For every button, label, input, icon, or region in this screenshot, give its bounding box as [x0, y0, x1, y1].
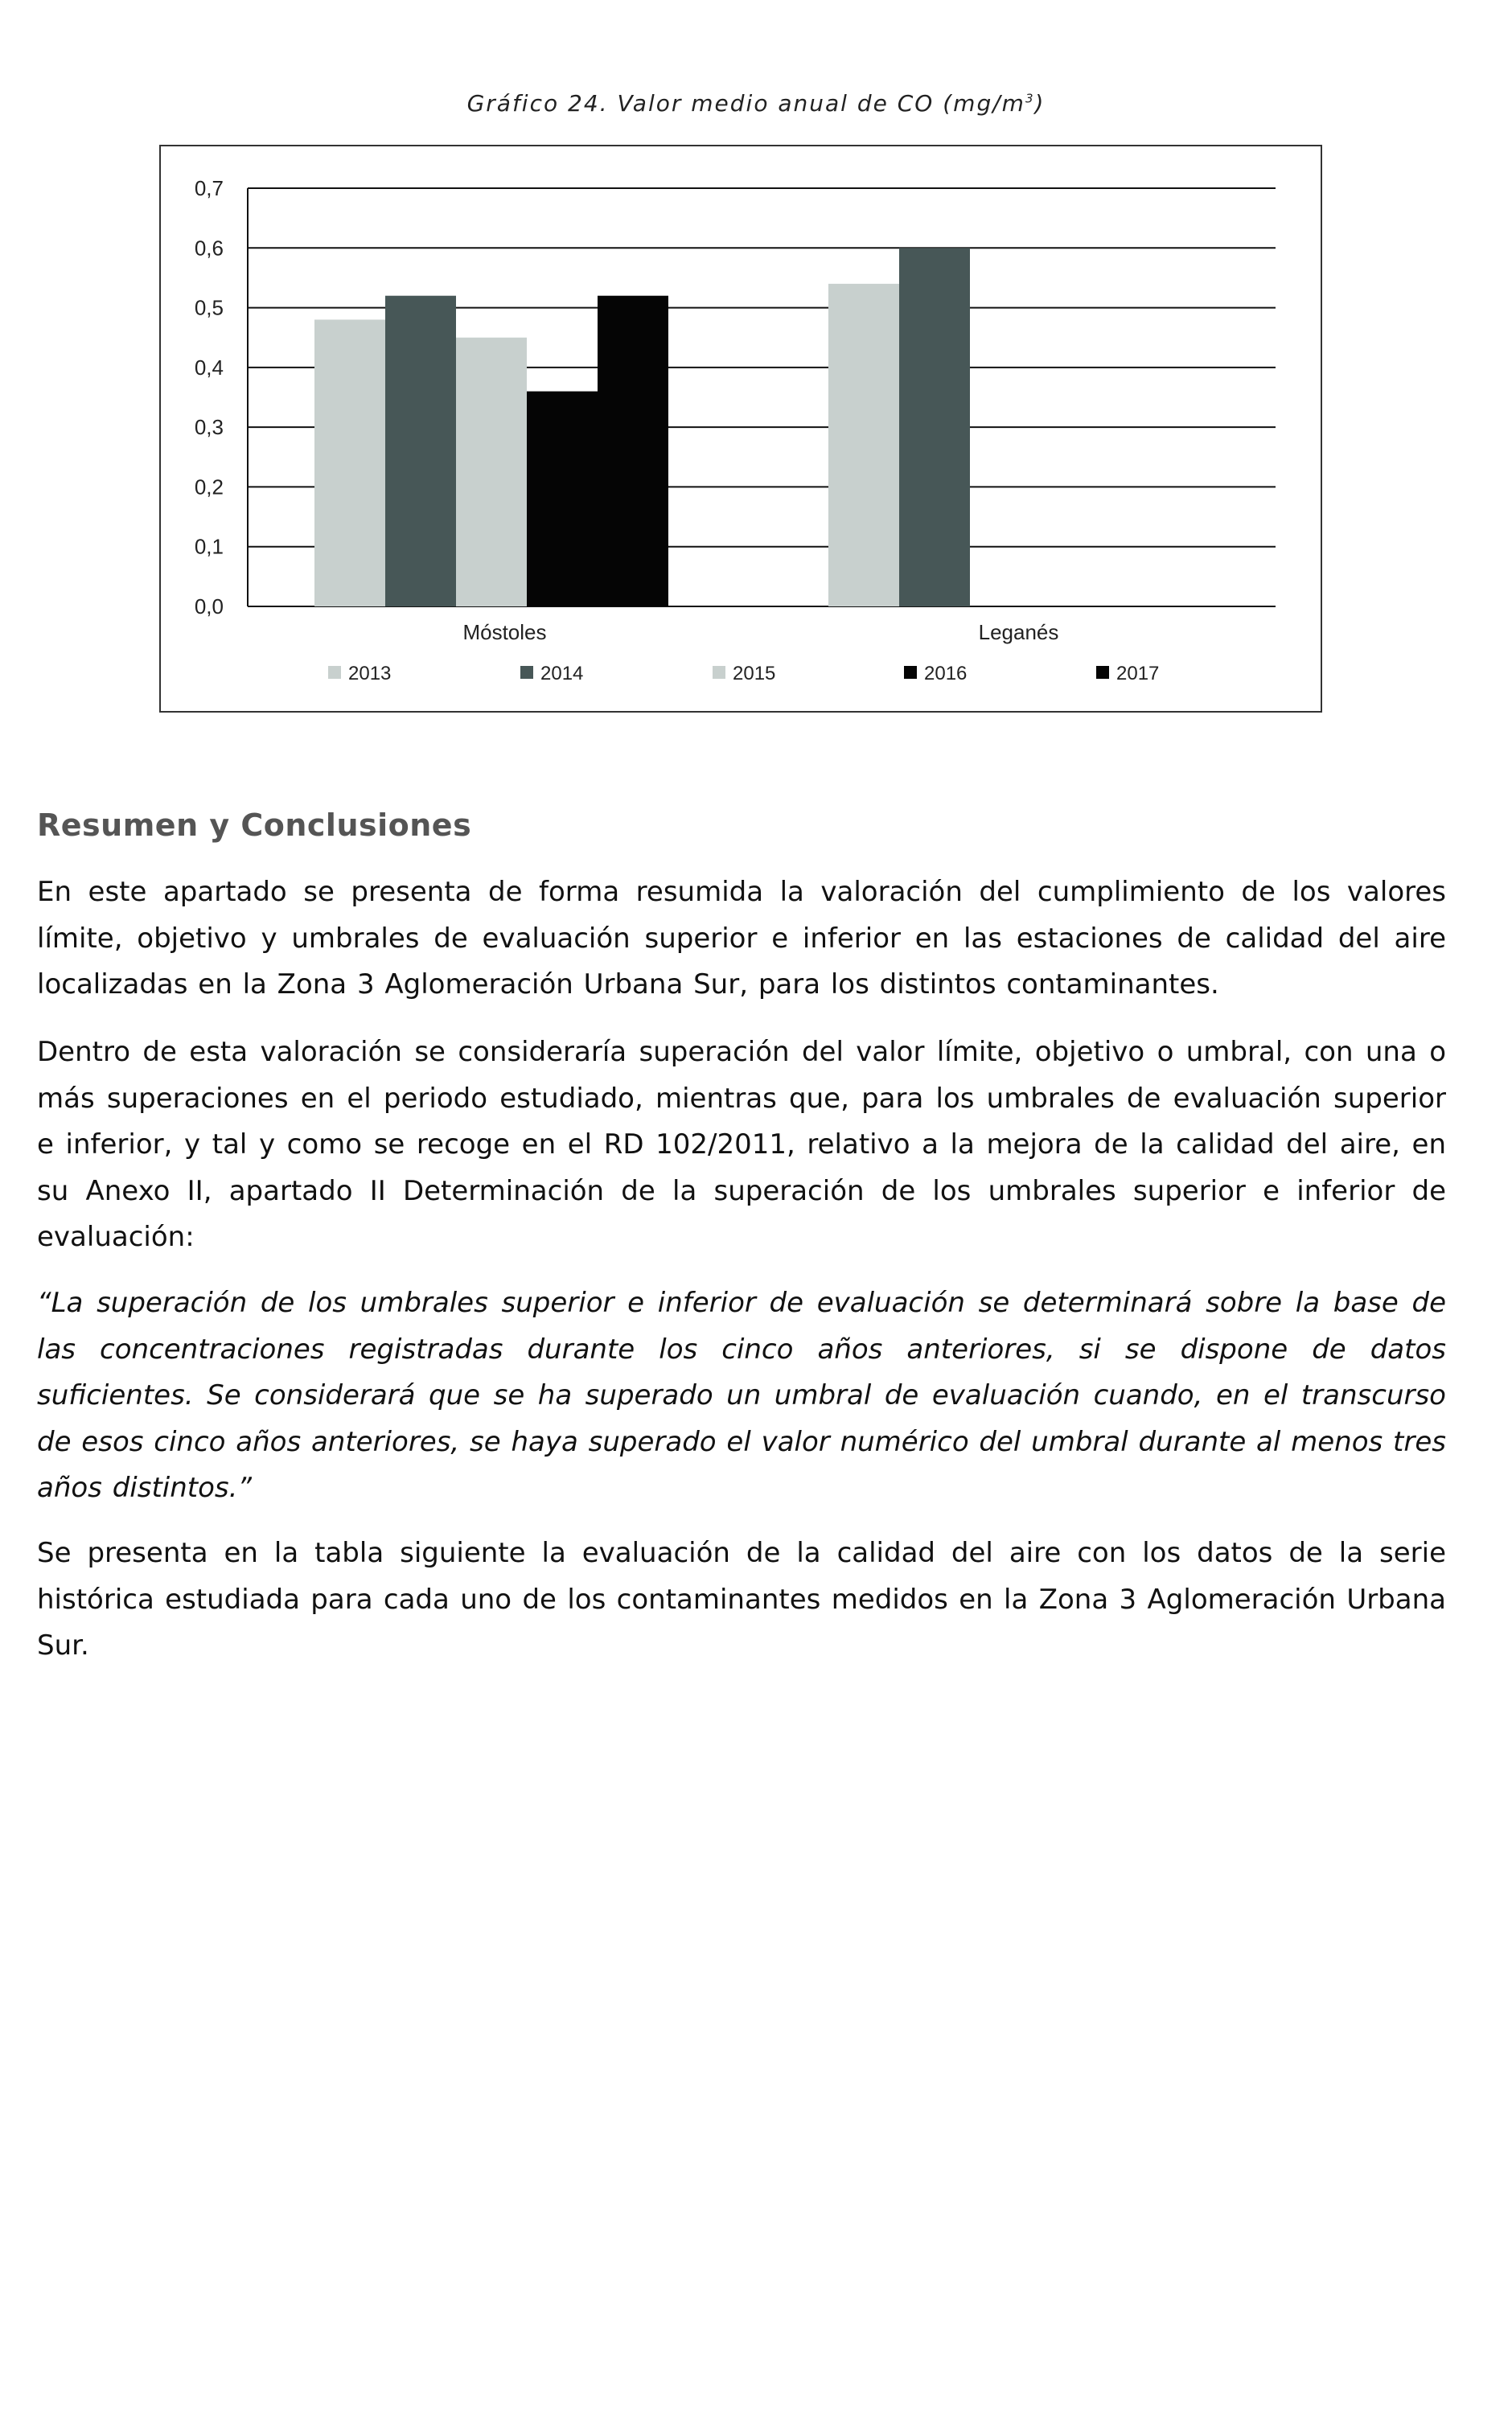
co-bar-chart	[159, 145, 1322, 713]
caption-superscript: 3	[1025, 91, 1035, 106]
legend-swatch-2017	[1096, 666, 1109, 679]
legend-label-2017: 2017	[1116, 663, 1160, 684]
bar-móstoles-2016	[527, 392, 598, 606]
caption-text: Gráfico 24. Valor medio anual de CO (mg/m	[466, 90, 1025, 117]
paragraph-2: Dentro de esta valoración se consideraría superación del valor límite, objetivo o umbral, con una o más superaciones en el periodo estudiado, mientras que, para los umbrales de evaluación superior e inferior, y tal y como se recoge en el RD 102/2011, relativo a la mejora de la calidad del aire, en su Anexo II, apartado II Determinación de la superación de los umbrales superior e inferior de evaluación:	[37, 1036, 1446, 1253]
bar-móstoles-2015	[456, 338, 527, 606]
y-tick-label: 0,2	[194, 475, 224, 499]
y-tick-label: 0,1	[194, 534, 224, 559]
y-tick-label: 0,3	[194, 415, 224, 440]
legend-swatch-2015	[713, 666, 725, 679]
legend-swatch-2016	[904, 666, 917, 679]
bar-móstoles-2014	[385, 296, 456, 606]
y-tick-label: 0,5	[194, 295, 224, 320]
paragraph-quote: “La superación de los umbrales superior e inferior de evaluación se determinará sobre la base de las concentraciones registradas durante los cinco años anteriores, si se dispone de datos suficientes. Se considerará que se ha superado un umbral de evaluación cuando, en el transcurso de esos cinco años anteriores, se haya superado el valor numérico del umbral durante al menos tres años distintos.”	[37, 1287, 1446, 1504]
bar-móstoles-2017	[598, 296, 668, 606]
x-category-label: Móstoles	[462, 620, 547, 644]
section-heading: Resumen y Conclusiones	[37, 807, 472, 843]
bar-leganés-2013	[828, 284, 899, 606]
x-category-label: Leganés	[978, 620, 1059, 644]
y-tick-label: 0,0	[194, 594, 224, 618]
paragraph-4: Se presenta en la tabla siguiente la evaluación de la calidad del aire con los datos de la serie histórica estudiada para cada uno de los contaminantes medidos en la Zona 3 Aglomeración Urbana Sur.	[37, 1537, 1446, 1662]
y-tick-label: 0,4	[194, 355, 224, 380]
chart-caption	[0, 90, 1512, 117]
bar-leganés-2014	[899, 248, 970, 606]
paragraph-1: En este apartado se presenta de forma resumida la valoración del cumplimiento de los valores límite, objetivo y umbrales de evaluación superior e inferior en las estaciones de calidad del aire localizadas en la Zona 3 Aglomeración Urbana Sur, para los distintos contaminantes.	[37, 876, 1446, 1001]
legend-label-2014: 2014	[540, 663, 584, 684]
legend-label-2016: 2016	[924, 663, 968, 684]
y-tick-label: 0,6	[194, 236, 224, 261]
y-tick-label: 0,7	[194, 176, 224, 200]
caption-close: )	[1034, 90, 1046, 117]
legend-label-2015: 2015	[733, 663, 776, 684]
legend-swatch-2014	[520, 666, 533, 679]
legend-swatch-2013	[328, 666, 341, 679]
legend-label-2013: 2013	[348, 663, 392, 684]
bar-móstoles-2013	[314, 319, 385, 606]
